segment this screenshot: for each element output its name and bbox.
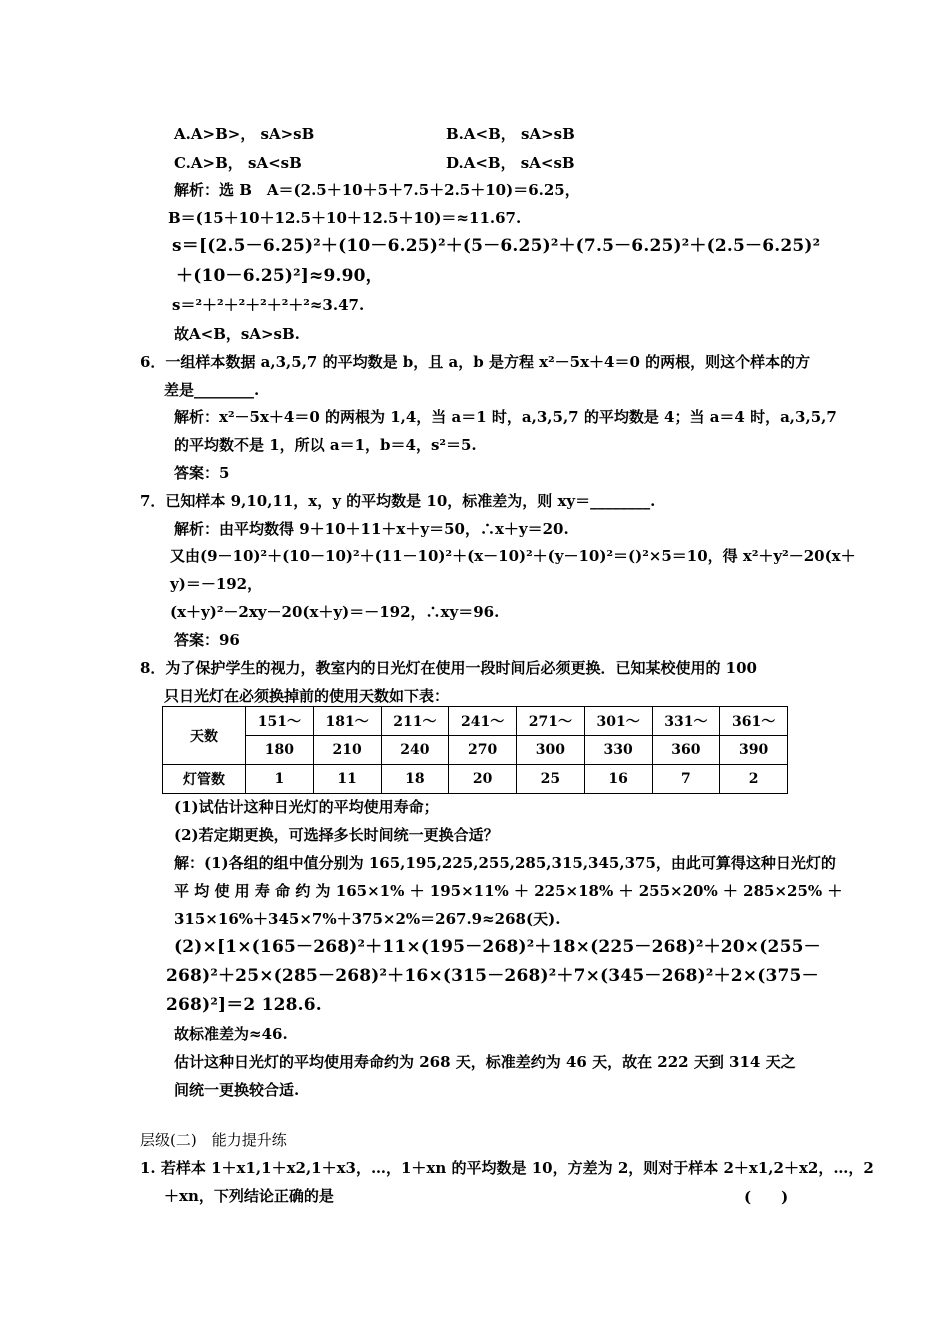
q6-stem: 6．一组样本数据 a,3,5,7 的平均数是 b，且 a，b 是方程 x²－5x＋4＝0 的两根，则这个样本的方 [140, 353, 811, 371]
table-cell: 211～ [381, 707, 449, 736]
table-cell: 7 [652, 765, 720, 794]
q7-solution-line: (x＋y)²－2xy－20(x＋y)＝－192，∴xy＝96. [170, 603, 500, 621]
q5-conclusion: 故A<B，sA>sB. [174, 325, 300, 343]
table-cell: 180 [246, 736, 314, 765]
q8-solution-line: (2)×[1×(165－268)²＋11×(195－268)²＋18×(225－268)²＋20×(255－ [174, 937, 821, 957]
table-cell: 271～ [517, 707, 585, 736]
q8-solution-line: 268)²]＝2 128.6. [166, 995, 322, 1015]
table-cell: 1 [246, 765, 314, 794]
q7-answer: 答案：96 [174, 631, 240, 649]
q6-solution-line: 解析：x²－5x＋4＝0 的两根为 1,4，当 a＝1 时，a,3,5,7 的平均数是 4；当 a＝4 时，a,3,5,7 [174, 408, 837, 426]
table-row [163, 707, 788, 736]
q5-solution-line: s＝[(2.5－6.25)²＋(10－6.25)²＋(5－6.25)²＋(7.5－6.25)²＋(2.5－6.25)² [172, 236, 821, 256]
q7-solution-line: 解析：由平均数得 9＋10＋11＋x＋y＝50，∴x＋y＝20. [174, 520, 569, 538]
answer-paren: ( ) [744, 1188, 789, 1206]
q8-solution-line: 268)²＋25×(285－268)²＋16×(315－268)²＋7×(345－268)²＋2×(375－ [166, 966, 819, 986]
section-heading: 层级(二) 能力提升练 [140, 1131, 287, 1149]
q8-solution-line: 故标准差为≈46. [174, 1025, 288, 1043]
q8-subquestion-2: (2)若定期更换，可选择多长时间统一更换合适？ [174, 826, 499, 844]
table-cell: 20 [449, 765, 517, 794]
table-cell: 390 [720, 736, 788, 765]
q5-solution-line: B＝(15＋10＋12.5＋10＋12.5＋10)＝≈11.67. [168, 209, 522, 227]
q5-solution-line: ＋(10－6.25)²]≈9.90， [176, 266, 383, 286]
table-cell: 330 [584, 736, 652, 765]
option-b: B.A<B， sA>sB [446, 125, 575, 143]
q8-solution-line: 平 均 使 用 寿 命 约 为 165×1% ＋ 195×11% ＋ 225×18% ＋ 255×20% ＋ 285×25% ＋ [174, 882, 843, 900]
table-cell: 270 [449, 736, 517, 765]
q6-solution-line: 的平均数不是 1，所以 a＝1，b＝4，s²＝5. [174, 436, 477, 454]
level2-q1-stem: 1. 若样本 1＋x1,1＋x2,1＋x3，…，1＋xn 的平均数是 10，方差为 2，则对于样本 2＋x1,2＋x2，…，2 [140, 1159, 874, 1177]
table-cell: 25 [517, 765, 585, 794]
table-cell: 181～ [313, 707, 381, 736]
table-cell: 301～ [584, 707, 652, 736]
table-row [163, 736, 788, 765]
table-cell: 11 [313, 765, 381, 794]
q8-stem: 8．为了保护学生的视力，教室内的日光灯在使用一段时间后必须更换．已知某校使用的 100 [140, 659, 757, 677]
table-cell: 300 [517, 736, 585, 765]
q7-solution-line: y)＝－192， [170, 575, 263, 593]
table-cell: 240 [381, 736, 449, 765]
option-a: A.A>B>， sA>sB [174, 125, 315, 143]
q8-stem: 只日光灯在必须换掉前的使用天数如下表： [164, 687, 450, 705]
usage-days-table [162, 706, 788, 794]
q6-answer: 答案：5 [174, 464, 230, 482]
table-header-count: 灯管数 [163, 765, 246, 794]
table-header-days: 天数 [163, 707, 246, 765]
q5-solution-line: s＝²＋²＋²＋²＋²＋²≈3.47. [172, 296, 365, 314]
option-d: D.A<B， sA<sB [446, 154, 575, 172]
table-cell: 18 [381, 765, 449, 794]
option-c: C.A>B， sA<sB [174, 154, 302, 172]
table-cell: 2 [720, 765, 788, 794]
table-cell: 210 [313, 736, 381, 765]
table-row [163, 765, 788, 794]
table-cell: 241～ [449, 707, 517, 736]
table-cell: 360 [652, 736, 720, 765]
table-cell: 151～ [246, 707, 314, 736]
q8-solution-line: 解：(1)各组的组中值分别为 165,195,225,255,285,315,345,375，由此可算得这种日光灯的 [174, 854, 836, 872]
q7-stem: 7．已知样本 9,10,11，x，y 的平均数是 10，标准差为，则 xy＝________. [140, 492, 656, 510]
q8-solution-line: 315×16%＋345×7%＋375×2%＝267.9≈268(天). [174, 910, 561, 928]
table-cell: 16 [584, 765, 652, 794]
q6-stem: 差是________. [164, 381, 260, 399]
level2-q1-stem: ＋xn，下列结论正确的是 [164, 1187, 334, 1205]
table-cell: 331～ [652, 707, 720, 736]
q8-solution-line: 估计这种日光灯的平均使用寿命约为 268 天，标准差约为 46 天，故在 222 天到 314 天之 [174, 1053, 796, 1071]
q8-solution-line: 间统一更换较合适. [174, 1081, 300, 1099]
q5-solution-line: 解析：选 B A＝(2.5＋10＋5＋7.5＋2.5＋10)＝6.25， [174, 181, 580, 199]
table-cell: 361～ [720, 707, 788, 736]
q7-solution-line: 又由(9－10)²＋(10－10)²＋(11－10)²＋(x－10)²＋(y－10)²＝()²×5＝10，得 x²＋y²－20(x＋ [170, 547, 856, 565]
q8-subquestion-1: (1)试估计这种日光灯的平均使用寿命； [174, 798, 439, 816]
